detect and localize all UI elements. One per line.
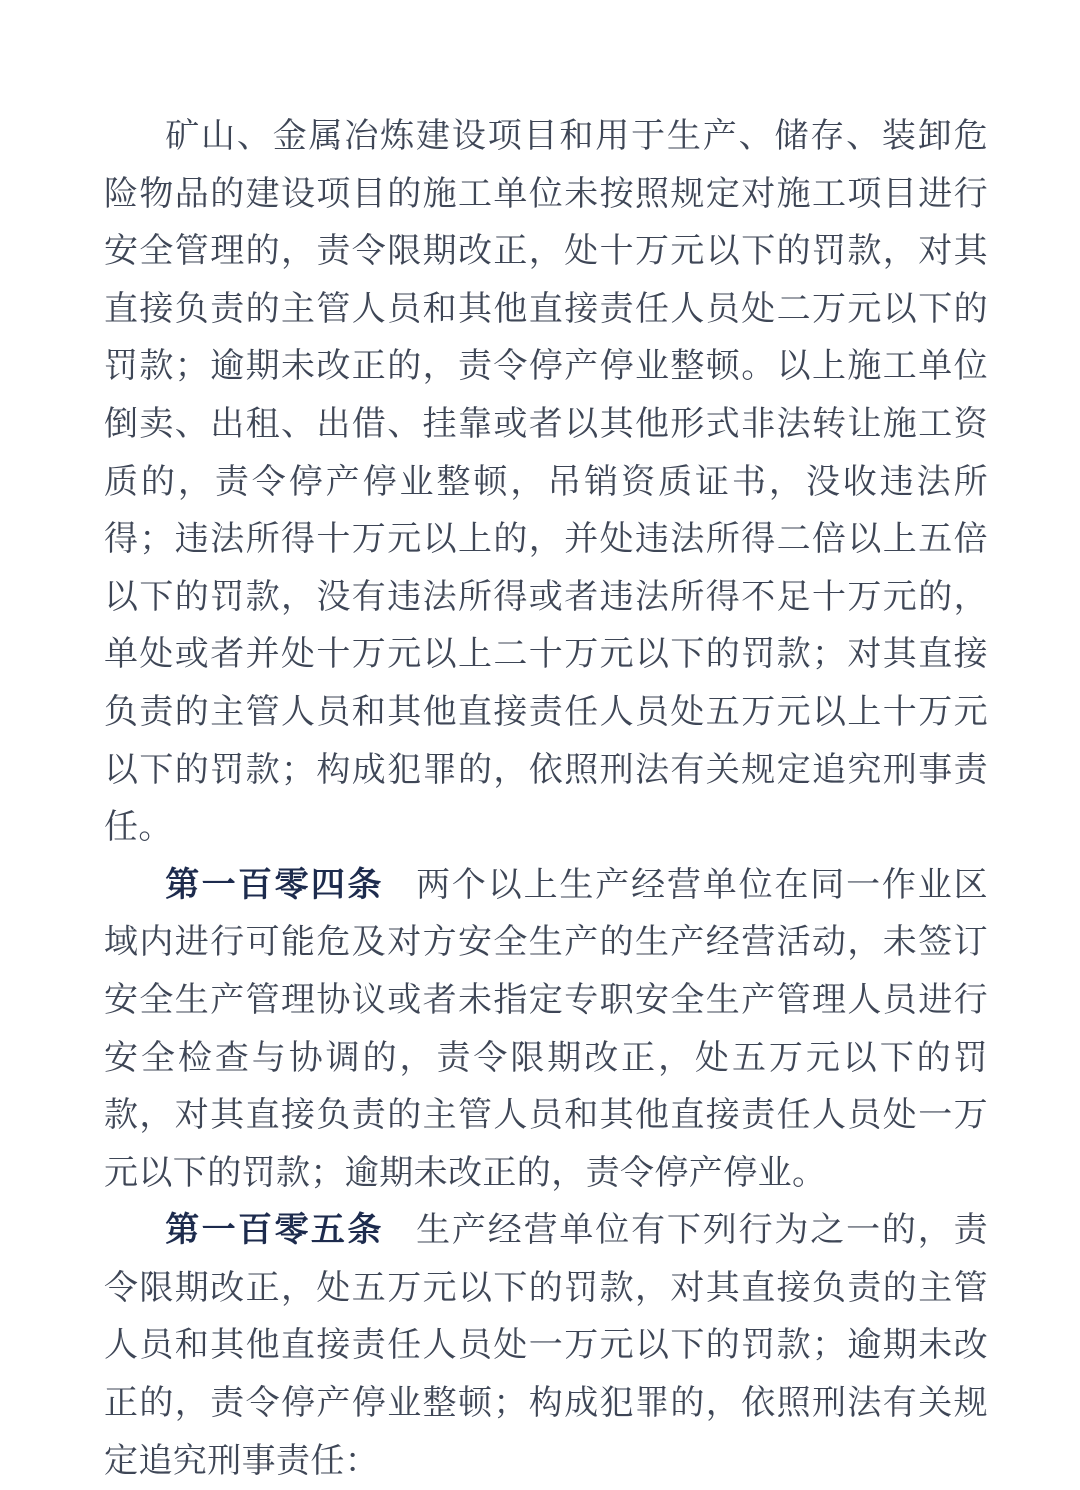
paragraph-construction-penalty	[104, 108, 988, 857]
article-104-number: 第一百零四条	[165, 865, 384, 904]
paragraph-text: 两个以上生产经营单位在同一作业区域内进行可能危及对方安全生产的生产经营活动，未签订安全生产管理协议或者未指定专职安全生产管理人员进行安全检查与协调的，责令限期改正，处五万元以下的罚款，对其直接负责的主管人员和其他直接责任人员处一万元以下的罚款；逾期未改正的，责令停产停业。	[104, 866, 988, 1192]
paragraph-article-104	[104, 857, 988, 1203]
paragraph-article-105	[104, 1202, 988, 1490]
paragraph-text: 矿山、金属冶炼建设项目和用于生产、储存、装卸危险物品的建设项目的施工单位未按照规定对施工项目进行安全管理的，责令限期改正，处十万元以下的罚款，对其直接负责的主管人员和其他直接责任人员处二万元以下的罚款；逾期未改正的，责令停产停业整顿。以上施工单位倒卖、出租、出借、挂靠或者以其他形式非法转让施工资质的，责令停产停业整顿，吊销资质证书，没收违法所得；违法所得十万元以上的，并处违法所得二倍以上五倍以下的罚款，没有违法所得或者违法所得不足十万元的，单处或者并处十万元以上二十万元以下的罚款；对其直接负责的主管人员和其他直接责任人员处五万元以上十万元以下的罚款；构成犯罪的，依照刑法有关规定追究刑事责任。	[104, 118, 988, 847]
article-105-number: 第一百零五条	[165, 1211, 384, 1250]
paragraph-text: 生产经营单位有下列行为之一的，责令限期改正，处五万元以下的罚款，对其直接负责的主管人员和其他直接责任人员处一万元以下的罚款；逾期未改正的，责令停产停业整顿；构成犯罪的，依照刑法有关规定追究刑事责任：	[104, 1212, 988, 1480]
